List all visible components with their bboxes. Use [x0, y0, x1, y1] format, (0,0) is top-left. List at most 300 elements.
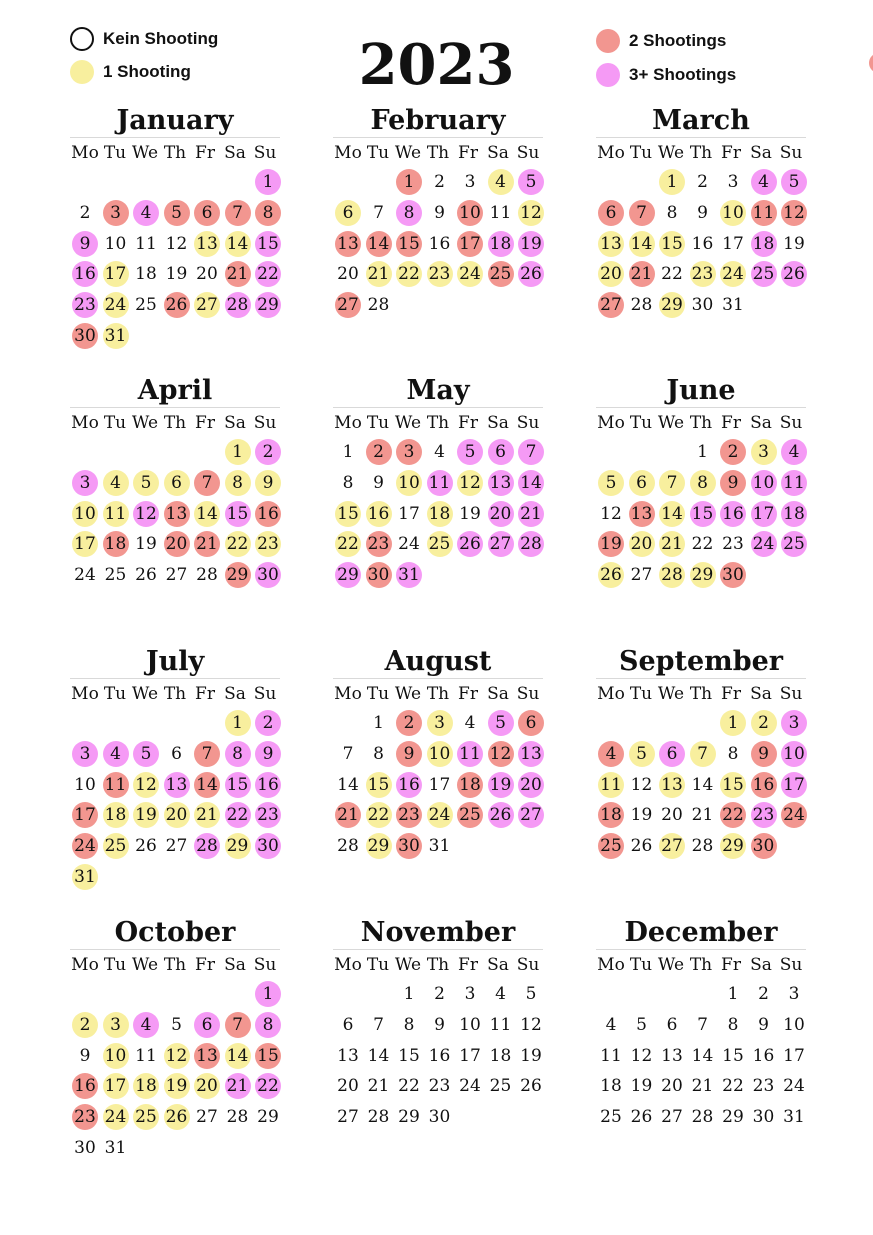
weekday-header [596, 681, 816, 707]
day-cell: 25 [489, 1076, 512, 1097]
weekday-label: Fr [721, 413, 741, 433]
day-cell: 19 [488, 772, 514, 798]
day-cell: 13 [164, 772, 190, 798]
weekday-label: Th [426, 684, 450, 704]
day-cell: 19 [135, 534, 157, 555]
day-cell: 18 [133, 1073, 159, 1099]
day-cell: 7 [629, 200, 655, 226]
day-cell: 23 [366, 531, 392, 557]
day-cell: 14 [691, 1045, 714, 1066]
day-cell: 19 [459, 503, 481, 524]
day-cell: 27 [598, 292, 624, 318]
day-cell: 3 [781, 710, 807, 736]
day-cell: 12 [781, 200, 807, 226]
day-cell: 2 [396, 710, 422, 736]
weekday-header [333, 952, 553, 978]
weekday-label: Tu [629, 684, 653, 704]
weekday-label: Sa [750, 143, 772, 163]
day-cell: 20 [194, 1073, 220, 1099]
day-cell: 14 [225, 231, 251, 257]
weekday-label: Mo [71, 684, 99, 704]
month-divider [596, 678, 806, 679]
day-cell: 3 [751, 439, 777, 465]
days-grid [70, 166, 290, 356]
weekday-label: Su [779, 143, 803, 163]
day-cell: 6 [659, 741, 685, 767]
day-cell: 20 [598, 261, 624, 287]
day-cell: 8 [666, 202, 678, 223]
day-cell: 13 [488, 470, 514, 496]
day-cell: 18 [103, 802, 129, 828]
weekday-label: Th [689, 684, 713, 704]
weekday-label: Sa [224, 143, 246, 163]
weekday-header [596, 410, 816, 436]
day-cell: 12 [133, 501, 159, 527]
day-cell: 9 [72, 231, 98, 257]
weekday-label: We [394, 684, 422, 704]
day-cell: 22 [396, 261, 422, 287]
day-cell: 9 [758, 1014, 769, 1035]
day-cell: 20 [337, 1076, 359, 1097]
day-cell: 22 [255, 261, 281, 287]
weekday-label: Fr [721, 684, 741, 704]
weekday-label: Fr [458, 684, 478, 704]
weekday-label: Mo [597, 143, 625, 163]
day-cell: 10 [427, 741, 453, 767]
day-cell: 3 [727, 172, 739, 192]
day-cell: 11 [135, 233, 157, 254]
day-cell: 15 [366, 772, 392, 798]
day-cell: 31 [72, 864, 98, 890]
day-cell: 17 [457, 231, 483, 257]
day-cell: 3 [788, 984, 800, 1004]
days-grid [70, 436, 290, 626]
day-cell: 16 [428, 233, 451, 254]
day-cell: 31 [428, 836, 451, 857]
day-cell: 23 [752, 1076, 775, 1097]
day-cell: 7 [194, 741, 220, 767]
day-cell: 17 [103, 1073, 129, 1099]
day-cell: 30 [752, 1107, 775, 1128]
day-cell: 4 [781, 439, 807, 465]
day-cell: 29 [255, 292, 281, 318]
day-cell: 8 [727, 1014, 739, 1035]
day-cell: 26 [135, 565, 157, 586]
day-cell: 11 [600, 1045, 622, 1066]
day-cell: 17 [781, 772, 807, 798]
day-cell: 4 [488, 169, 514, 195]
day-cell: 22 [225, 802, 251, 828]
day-cell: 9 [79, 1045, 91, 1066]
day-cell: 12 [600, 503, 622, 524]
day-cell: 21 [335, 802, 361, 828]
day-cell: 15 [225, 772, 251, 798]
day-cell: 28 [225, 292, 251, 318]
day-cell: 2 [434, 172, 445, 192]
day-cell: 27 [518, 802, 544, 828]
day-cell: 21 [691, 1076, 714, 1097]
day-cell: 28 [226, 1107, 249, 1128]
day-cell: 11 [781, 470, 807, 496]
day-cell: 8 [690, 470, 716, 496]
day-cell: 13 [661, 1045, 683, 1066]
day-cell: 12 [520, 1014, 542, 1035]
day-cell: 27 [488, 531, 514, 557]
month-october [70, 917, 290, 1168]
day-cell: 8 [403, 1014, 415, 1035]
month-title: September [618, 646, 784, 677]
day-cell: 28 [196, 565, 218, 586]
weekday-label: Su [779, 684, 803, 704]
weekday-label: Th [426, 143, 450, 163]
day-cell: 12 [164, 1043, 190, 1069]
weekday-label: Fr [458, 413, 478, 433]
month-divider [70, 407, 280, 408]
day-cell: 18 [781, 501, 807, 527]
day-cell: 16 [255, 501, 281, 527]
weekday-label: Tu [366, 143, 390, 163]
day-cell: 22 [335, 531, 361, 557]
day-cell: 20 [337, 264, 359, 285]
day-cell: 2 [720, 439, 746, 465]
day-cell: 16 [751, 772, 777, 798]
weekday-header [596, 952, 816, 978]
day-cell: 6 [629, 470, 655, 496]
day-cell: 24 [427, 802, 453, 828]
month-title: November [360, 917, 516, 948]
day-cell: 31 [103, 323, 129, 349]
day-cell: 31 [396, 562, 422, 588]
weekday-label: We [394, 955, 422, 975]
weekday-label: Tu [366, 413, 390, 433]
day-cell: 8 [373, 743, 384, 764]
month-title: April [137, 375, 213, 406]
weekday-label: Mo [334, 955, 362, 975]
day-cell: 23 [72, 1104, 98, 1130]
day-cell: 10 [103, 1043, 129, 1069]
day-cell: 26 [630, 836, 653, 857]
day-cell: 12 [457, 470, 483, 496]
weekday-header [70, 681, 290, 707]
weekday-label: Tu [366, 684, 390, 704]
day-cell: 7 [225, 200, 251, 226]
weekday-label: Su [779, 413, 803, 433]
month-july [70, 646, 290, 897]
day-cell: 17 [783, 1045, 805, 1066]
weekday-label: Sa [224, 955, 246, 975]
day-cell: 3 [396, 439, 422, 465]
day-cell: 13 [629, 501, 655, 527]
weekday-label: Tu [629, 413, 653, 433]
day-cell: 27 [630, 565, 653, 586]
day-cell: 19 [630, 805, 653, 826]
day-cell: 4 [133, 1012, 159, 1038]
weekday-label: Tu [629, 143, 653, 163]
month-february [333, 105, 553, 356]
day-cell: 16 [396, 772, 422, 798]
day-cell: 7 [342, 743, 354, 764]
weekday-label: Su [779, 955, 803, 975]
day-cell: 6 [488, 439, 514, 465]
day-cell: 13 [659, 772, 685, 798]
weekday-label: Mo [597, 955, 625, 975]
day-cell: 18 [598, 802, 624, 828]
day-cell: 19 [165, 264, 188, 285]
day-cell: 1 [225, 439, 251, 465]
day-cell: 17 [751, 501, 777, 527]
day-cell: 19 [164, 1073, 190, 1099]
day-cell: 12 [488, 741, 514, 767]
day-cell: 15 [398, 1045, 420, 1066]
day-cell: 5 [164, 200, 190, 226]
month-august [333, 646, 553, 897]
weekday-label: Su [516, 143, 540, 163]
day-cell: 31 [104, 1138, 127, 1158]
day-cell: 12 [165, 233, 188, 254]
day-cell: 5 [133, 741, 159, 767]
day-cell: 17 [722, 233, 744, 254]
day-cell: 27 [337, 1107, 359, 1128]
day-cell: 29 [398, 1107, 420, 1128]
weekday-label: Tu [103, 684, 127, 704]
month-title: February [370, 105, 506, 136]
day-cell: 6 [666, 1014, 678, 1035]
day-cell: 9 [255, 741, 281, 767]
day-cell: 7 [518, 439, 544, 465]
weekday-label: Tu [629, 955, 653, 975]
weekday-label: We [657, 143, 685, 163]
day-cell: 5 [133, 470, 159, 496]
day-cell: 19 [520, 1045, 542, 1066]
day-cell: 1 [697, 442, 708, 462]
month-divider [333, 949, 543, 950]
day-cell: 30 [691, 295, 714, 316]
day-cell: 8 [727, 743, 739, 764]
weekday-label: Mo [597, 413, 625, 433]
day-cell: 9 [396, 741, 422, 767]
day-cell: 15 [255, 1043, 281, 1069]
month-divider [70, 949, 280, 950]
day-cell: 9 [255, 470, 281, 496]
weekday-header [333, 410, 553, 436]
day-cell: 17 [459, 1045, 481, 1066]
day-cell: 4 [464, 713, 476, 733]
days-grid [333, 978, 553, 1168]
day-cell: 29 [335, 562, 361, 588]
day-cell: 4 [133, 200, 159, 226]
day-cell: 10 [72, 501, 98, 527]
day-cell: 1 [373, 713, 384, 733]
day-cell: 1 [720, 710, 746, 736]
day-cell: 30 [255, 562, 281, 588]
day-cell: 25 [488, 261, 514, 287]
weekday-label: We [657, 413, 685, 433]
day-cell: 24 [457, 261, 483, 287]
weekday-label: We [394, 143, 422, 163]
day-cell: 8 [342, 472, 354, 493]
day-cell: 12 [518, 200, 544, 226]
weekday-label: Su [253, 955, 277, 975]
weekday-label: Th [426, 413, 450, 433]
weekday-label: Fr [721, 955, 741, 975]
day-cell: 22 [255, 1073, 281, 1099]
day-cell: 27 [661, 1107, 683, 1128]
day-cell: 18 [103, 531, 129, 557]
day-cell: 29 [720, 833, 746, 859]
day-cell: 28 [691, 1107, 714, 1128]
day-cell: 18 [489, 1045, 512, 1066]
day-cell: 25 [781, 531, 807, 557]
day-cell: 18 [488, 231, 514, 257]
day-cell: 10 [104, 233, 127, 254]
weekday-label: Th [426, 955, 450, 975]
day-cell: 11 [751, 200, 777, 226]
day-cell: 26 [518, 261, 544, 287]
day-cell: 23 [428, 1076, 451, 1097]
legend-label-one: 1 Shooting [103, 62, 191, 81]
day-cell: 21 [367, 1076, 390, 1097]
day-cell: 28 [630, 295, 653, 316]
day-cell: 20 [518, 772, 544, 798]
weekday-label: We [394, 413, 422, 433]
day-cell: 5 [171, 1014, 182, 1035]
day-cell: 23 [255, 802, 281, 828]
day-cell: 1 [403, 984, 415, 1004]
month-september [596, 646, 816, 897]
day-cell: 22 [691, 534, 714, 555]
day-cell: 4 [598, 741, 624, 767]
day-cell: 25 [600, 1107, 622, 1128]
month-march [596, 105, 816, 356]
month-april [70, 375, 290, 626]
day-cell: 21 [194, 531, 220, 557]
day-cell: 16 [255, 772, 281, 798]
day-cell: 27 [165, 565, 188, 586]
days-grid [333, 707, 553, 897]
day-cell: 1 [342, 442, 354, 462]
day-cell: 25 [104, 565, 127, 586]
day-cell: 31 [783, 1107, 805, 1128]
month-divider [333, 137, 543, 138]
day-cell: 9 [751, 741, 777, 767]
day-cell: 1 [396, 169, 422, 195]
weekday-label: Sa [224, 413, 246, 433]
day-cell: 19 [133, 802, 159, 828]
day-cell: 11 [103, 501, 129, 527]
weekday-label: Sa [487, 684, 509, 704]
day-cell: 14 [659, 501, 685, 527]
day-cell: 10 [751, 470, 777, 496]
day-cell: 20 [164, 802, 190, 828]
day-cell: 13 [194, 231, 220, 257]
month-june [596, 375, 816, 626]
weekday-label: Su [253, 413, 277, 433]
weekday-header [333, 681, 553, 707]
day-cell: 17 [72, 802, 98, 828]
month-divider [333, 407, 543, 408]
day-cell: 6 [518, 710, 544, 736]
day-cell: 30 [396, 833, 422, 859]
day-cell: 27 [196, 1107, 218, 1128]
day-cell: 23 [722, 534, 744, 555]
day-cell: 6 [164, 470, 190, 496]
day-cell: 30 [72, 323, 98, 349]
day-cell: 31 [722, 295, 744, 316]
day-cell: 4 [103, 741, 129, 767]
weekday-label: Su [516, 684, 540, 704]
day-cell: 13 [335, 231, 361, 257]
day-cell: 17 [103, 261, 129, 287]
weekday-label: Tu [103, 143, 127, 163]
month-title: March [652, 105, 750, 136]
weekday-label: Sa [750, 413, 772, 433]
day-cell: 5 [488, 710, 514, 736]
day-cell: 28 [659, 562, 685, 588]
day-cell: 23 [427, 261, 453, 287]
day-cell: 26 [164, 1104, 190, 1130]
day-cell: 7 [373, 1014, 384, 1035]
month-may [333, 375, 553, 626]
day-cell: 5 [457, 439, 483, 465]
day-cell: 12 [630, 1045, 653, 1066]
day-cell: 15 [720, 772, 746, 798]
day-cell: 29 [722, 1107, 744, 1128]
day-cell: 21 [691, 805, 714, 826]
day-cell: 16 [752, 1045, 775, 1066]
weekday-header [596, 140, 816, 166]
month-title: December [624, 917, 778, 948]
day-cell: 20 [661, 1076, 683, 1097]
day-cell: 13 [518, 741, 544, 767]
days-grid [333, 436, 553, 626]
day-cell: 20 [629, 531, 655, 557]
day-cell: 29 [690, 562, 716, 588]
day-cell: 7 [697, 1014, 708, 1035]
day-cell: 8 [255, 1012, 281, 1038]
weekday-label: Tu [103, 955, 127, 975]
day-cell: 9 [434, 1014, 445, 1035]
day-cell: 18 [751, 231, 777, 257]
weekday-label: Sa [487, 143, 509, 163]
day-cell: 28 [337, 836, 359, 857]
year-title: 2023 [358, 32, 515, 98]
weekday-label: We [131, 143, 159, 163]
day-cell: 15 [225, 501, 251, 527]
day-cell: 22 [720, 802, 746, 828]
day-cell: 26 [781, 261, 807, 287]
day-cell: 30 [74, 1138, 96, 1158]
weekday-header [70, 952, 290, 978]
weekday-header [333, 140, 553, 166]
day-cell: 2 [434, 984, 445, 1004]
weekday-label: Th [163, 143, 187, 163]
weekday-label: We [131, 955, 159, 975]
days-grid [70, 978, 290, 1168]
day-cell: 25 [427, 531, 453, 557]
day-cell: 29 [225, 833, 251, 859]
day-cell: 11 [103, 772, 129, 798]
day-cell: 16 [720, 501, 746, 527]
weekday-label: Sa [487, 955, 509, 975]
day-cell: 13 [337, 1045, 359, 1066]
day-cell: 14 [629, 231, 655, 257]
day-cell: 19 [783, 233, 805, 254]
day-cell: 24 [783, 1076, 805, 1097]
day-cell: 1 [225, 710, 251, 736]
day-cell: 10 [396, 470, 422, 496]
day-cell: 26 [135, 836, 157, 857]
day-cell: 11 [135, 1045, 157, 1066]
